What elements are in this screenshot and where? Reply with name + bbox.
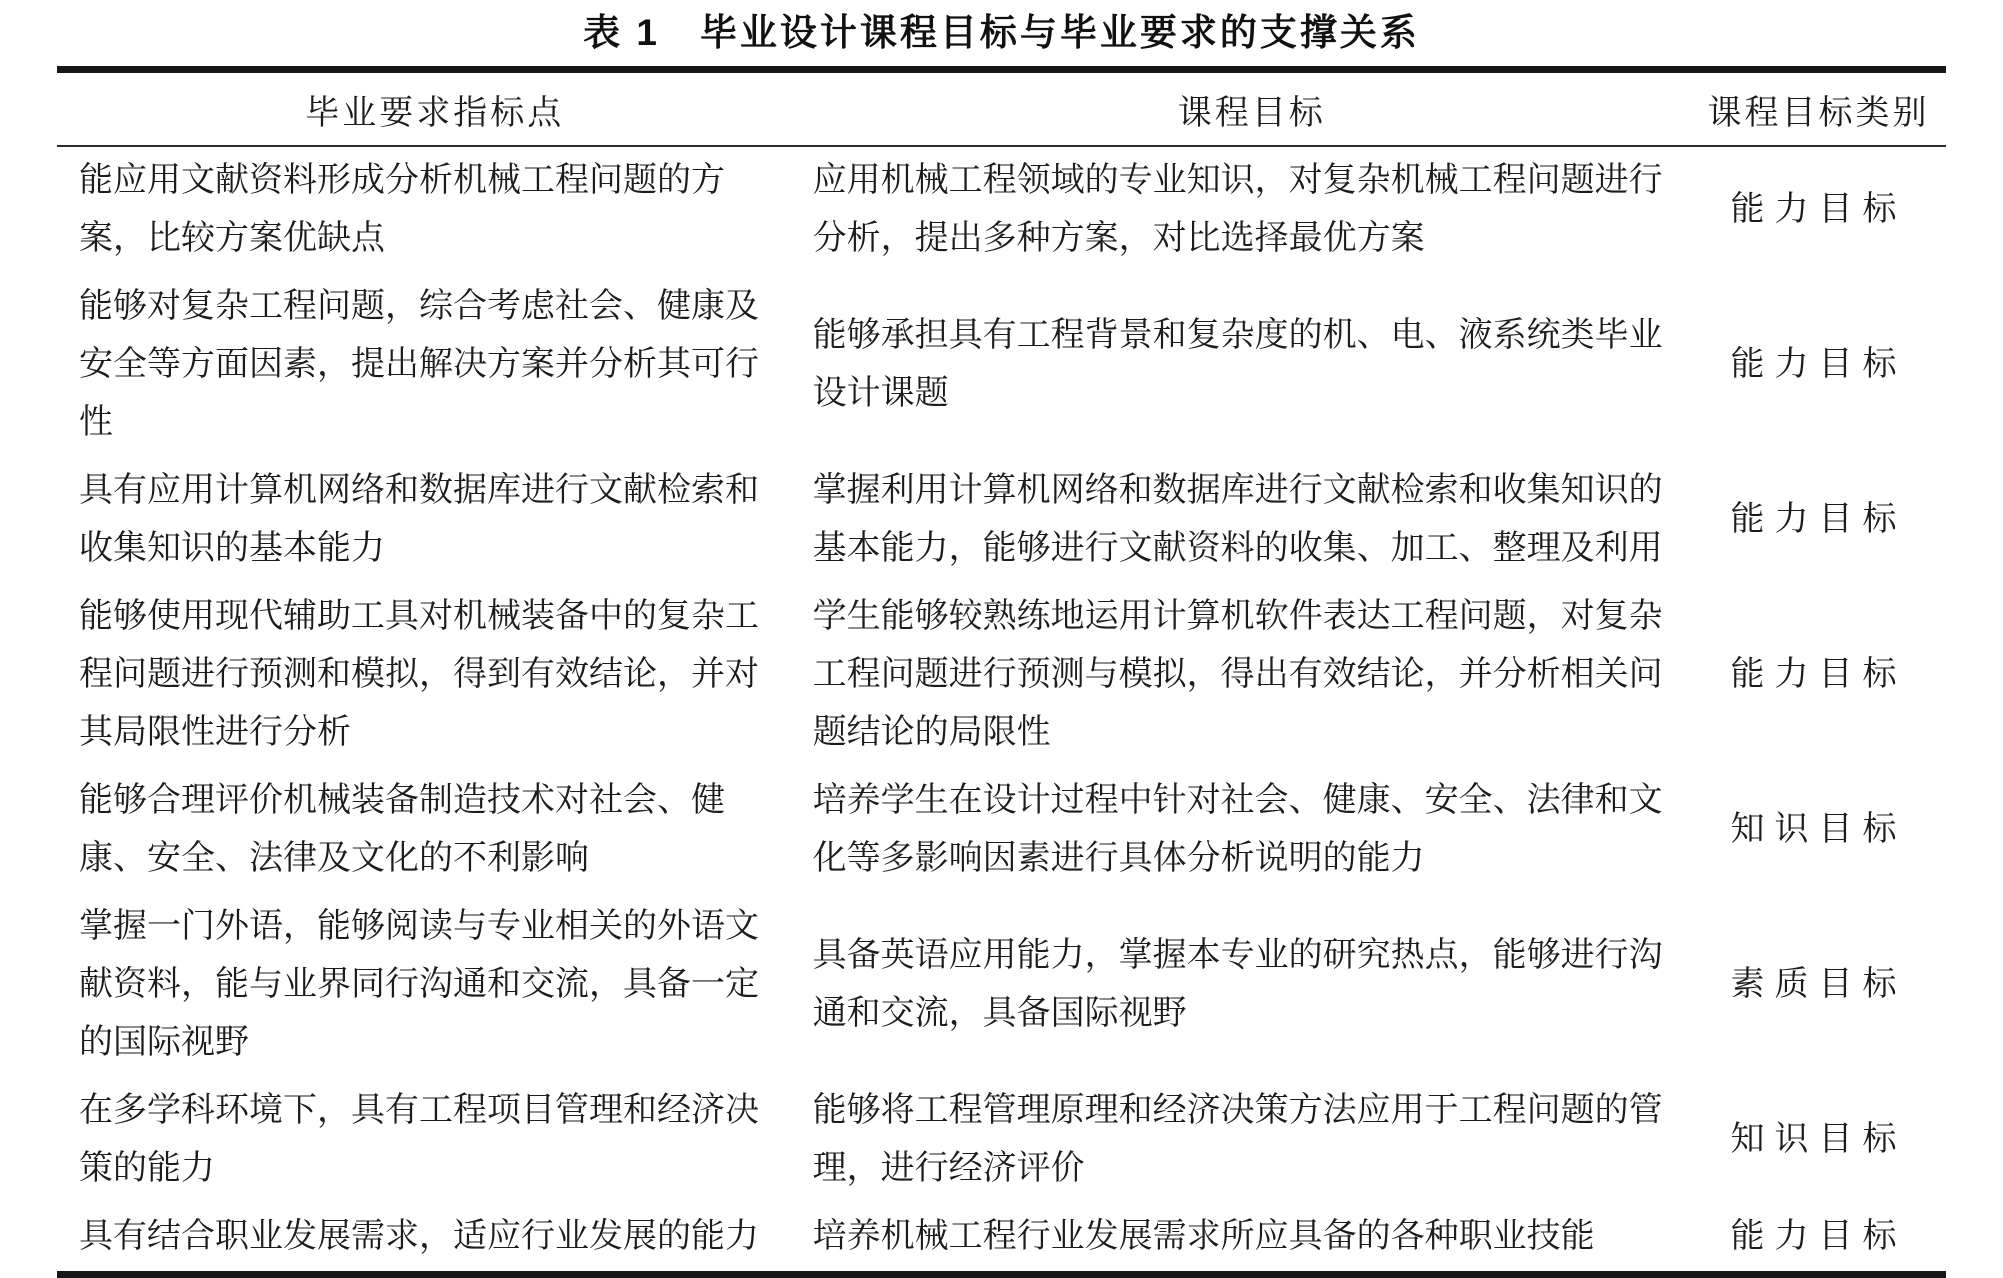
table-row	[57, 273, 1946, 457]
table-row	[57, 146, 1946, 273]
cell-objective: 培养学生在设计过程中针对社会、健康、安全、法律和文化等多影响因素进行具体分析说明的能力	[812, 782, 1663, 877]
table-row	[57, 457, 1946, 583]
cell-objective: 能够承担具有工程背景和复杂度的机、电、液系统类毕业设计课题	[812, 317, 1663, 412]
cell-category: 知识目标	[1730, 1121, 1907, 1158]
cell-objective: 能够将工程管理原理和经济决策方法应用于工程问题的管理，进行经济评价	[812, 1092, 1663, 1187]
cell-requirement: 具有应用计算机网络和数据库进行文献检索和收集知识的基本能力	[79, 472, 759, 567]
cell-category: 能力目标	[1730, 346, 1907, 383]
cell-requirement: 能够合理评价机械装备制造技术对社会、健康、安全、法律及文化的不利影响	[79, 782, 725, 877]
table-row	[57, 1203, 1946, 1275]
cell-requirement: 掌握一门外语，能够阅读与专业相关的外语文献资料，能与业界同行沟通和交流，具备一定的国际视野	[79, 908, 759, 1061]
cell-category: 能力目标	[1730, 656, 1907, 693]
header-requirement: 毕业要求指标点	[57, 70, 813, 147]
cell-requirement: 能够对复杂工程问题，综合考虑社会、健康及安全等方面因素，提出解决方案并分析其可行性	[79, 288, 759, 441]
support-relationship-table	[57, 66, 1946, 1278]
table-body	[57, 146, 1946, 1275]
table-row	[57, 583, 1946, 767]
cell-objective: 具备英语应用能力，掌握本专业的研究热点，能够进行沟通和交流，具备国际视野	[812, 937, 1663, 1032]
cell-requirement: 能够使用现代辅助工具对机械装备中的复杂工程问题进行预测和模拟，得到有效结论，并对其局限性进行分析	[79, 598, 759, 751]
cell-requirement: 能应用文献资料形成分析机械工程问题的方案，比较方案优缺点	[79, 162, 725, 257]
table-title: 表 1 毕业设计课程目标与毕业要求的支撑关系	[583, 12, 1420, 53]
table-header	[57, 70, 1946, 147]
cell-requirement: 在多学科环境下，具有工程项目管理和经济决策的能力	[79, 1092, 759, 1187]
table-row	[57, 893, 1946, 1077]
header-row	[57, 70, 1946, 147]
cell-objective: 学生能够较熟练地运用计算机软件表达工程问题，对复杂工程问题进行预测与模拟，得出有效结论，并分析相关问题结论的局限性	[812, 598, 1663, 751]
cell-objective: 应用机械工程领域的专业知识，对复杂机械工程问题进行分析，提出多种方案，对比选择最优方案	[812, 162, 1663, 257]
cell-category: 能力目标	[1730, 501, 1907, 538]
cell-category: 素质目标	[1730, 966, 1907, 1003]
cell-requirement: 具有结合职业发展需求，适应行业发展的能力	[79, 1218, 759, 1255]
header-objective: 课程目标	[813, 70, 1691, 147]
cell-objective: 培养机械工程行业发展需求所应具备的各种职业技能	[812, 1218, 1595, 1255]
table-row	[57, 1077, 1946, 1203]
cell-category: 能力目标	[1730, 1218, 1907, 1255]
table-row	[57, 767, 1946, 893]
cell-objective: 掌握利用计算机网络和数据库进行文献检索和收集知识的基本能力，能够进行文献资料的收集、加工、整理及利用	[812, 472, 1663, 567]
header-category: 课程目标类别	[1691, 70, 1946, 147]
cell-category: 能力目标	[1730, 191, 1907, 228]
cell-category: 知识目标	[1730, 811, 1907, 848]
